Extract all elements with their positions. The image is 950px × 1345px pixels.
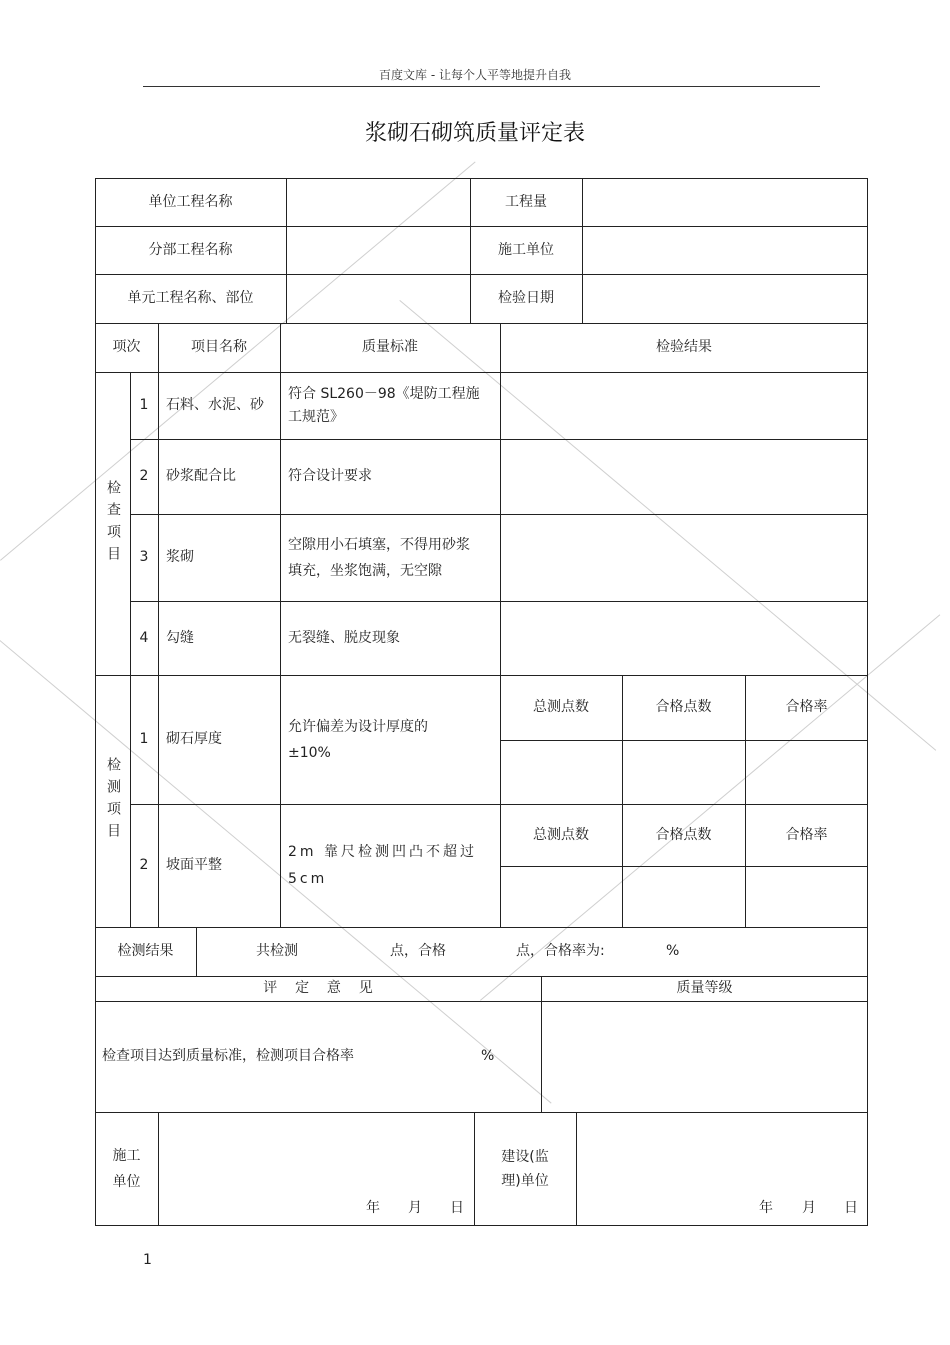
check-item-standard: 空隙用小石填塞，不得用砂浆填充，坐浆饱满，无空隙 bbox=[288, 536, 470, 579]
measure-item-name: 坡面平整 bbox=[166, 857, 222, 873]
check-item-no: 4 bbox=[139, 629, 149, 646]
pass-rate-label: 合格率 bbox=[785, 699, 828, 715]
result-rate-text: 点，合格率为: bbox=[516, 943, 605, 959]
col-seq: 项次 bbox=[112, 339, 141, 355]
result-percent: % bbox=[666, 943, 680, 959]
opinion-percent: % bbox=[481, 1048, 495, 1064]
check-item-name: 砂浆配合比 bbox=[166, 468, 236, 484]
opinion-label: 评 定 意 见 bbox=[263, 980, 373, 996]
total-points-label: 总测点数 bbox=[533, 826, 589, 843]
check-item-standard: 符合设计要求 bbox=[288, 468, 372, 484]
measure-group-label: 检测项目 bbox=[105, 757, 121, 845]
supervisor-month: 月 bbox=[802, 1199, 816, 1216]
check-item-no: 1 bbox=[139, 397, 149, 413]
check-item-name: 浆砌 bbox=[166, 549, 194, 565]
label-construction-unit: 施工单位 bbox=[498, 241, 554, 258]
supervisor-day: 日 bbox=[844, 1199, 858, 1216]
check-item-no: 2 bbox=[139, 468, 149, 484]
result-total-text: 共检测 bbox=[256, 943, 298, 959]
builder-month: 月 bbox=[408, 1199, 422, 1216]
label-quantity: 工程量 bbox=[505, 193, 547, 210]
col-item-name: 项目名称 bbox=[191, 339, 247, 355]
builder-label: 施工单位 bbox=[112, 1148, 141, 1190]
pass-points-label: 合格点数 bbox=[655, 699, 712, 715]
col-standard: 质量标准 bbox=[362, 339, 418, 355]
label-unit-project: 单位工程名称 bbox=[148, 193, 233, 210]
opinion-text: 检查项目达到质量标准，检测项目合格率 bbox=[102, 1048, 354, 1064]
check-item-standard: 无裂缝、脱皮现象 bbox=[288, 629, 400, 646]
grade-label: 质量等级 bbox=[676, 980, 733, 996]
pass-points-label: 合格点数 bbox=[655, 826, 712, 843]
header-rule bbox=[143, 86, 820, 87]
check-item-name: 石料、水泥、砂 bbox=[166, 397, 264, 413]
col-result: 检验结果 bbox=[656, 339, 712, 355]
builder-day: 日 bbox=[450, 1199, 464, 1216]
measure-item-no: 1 bbox=[139, 731, 149, 747]
measure-item-name: 砌石厚度 bbox=[166, 731, 222, 747]
result-row-label: 检测结果 bbox=[117, 943, 174, 959]
check-group-label: 检查项目 bbox=[105, 479, 121, 568]
measure-item-standard: 允许偏差为设计厚度的±10% bbox=[288, 718, 428, 761]
page-number: 1 bbox=[143, 1252, 152, 1268]
measure-item-standard: 2m 靠尺检测凹凸不超过5cm bbox=[288, 843, 477, 887]
label-element-project: 单元工程名称、部位 bbox=[127, 290, 254, 306]
pass-rate-label: 合格率 bbox=[785, 826, 828, 843]
result-pass-text: 点，合格 bbox=[390, 943, 446, 959]
page-header: 百度文库 - 让每个人平等地提升自我 bbox=[379, 68, 571, 82]
label-inspection-date: 检验日期 bbox=[498, 290, 554, 306]
supervisor-year: 年 bbox=[759, 1199, 773, 1216]
page-title: 浆砌石砌筑质量评定表 bbox=[364, 121, 585, 146]
label-sub-project: 分部工程名称 bbox=[148, 241, 233, 258]
check-item-name: 勾缝 bbox=[166, 629, 194, 646]
total-points-label: 总测点数 bbox=[533, 699, 589, 715]
builder-year: 年 bbox=[366, 1199, 380, 1216]
check-item-no: 3 bbox=[139, 549, 149, 565]
measure-item-no: 2 bbox=[139, 857, 149, 873]
supervisor-label: 建设(监理)单位 bbox=[501, 1149, 549, 1189]
check-item-standard: 符合 SL260－98《堤防工程施工规范》 bbox=[288, 385, 480, 425]
